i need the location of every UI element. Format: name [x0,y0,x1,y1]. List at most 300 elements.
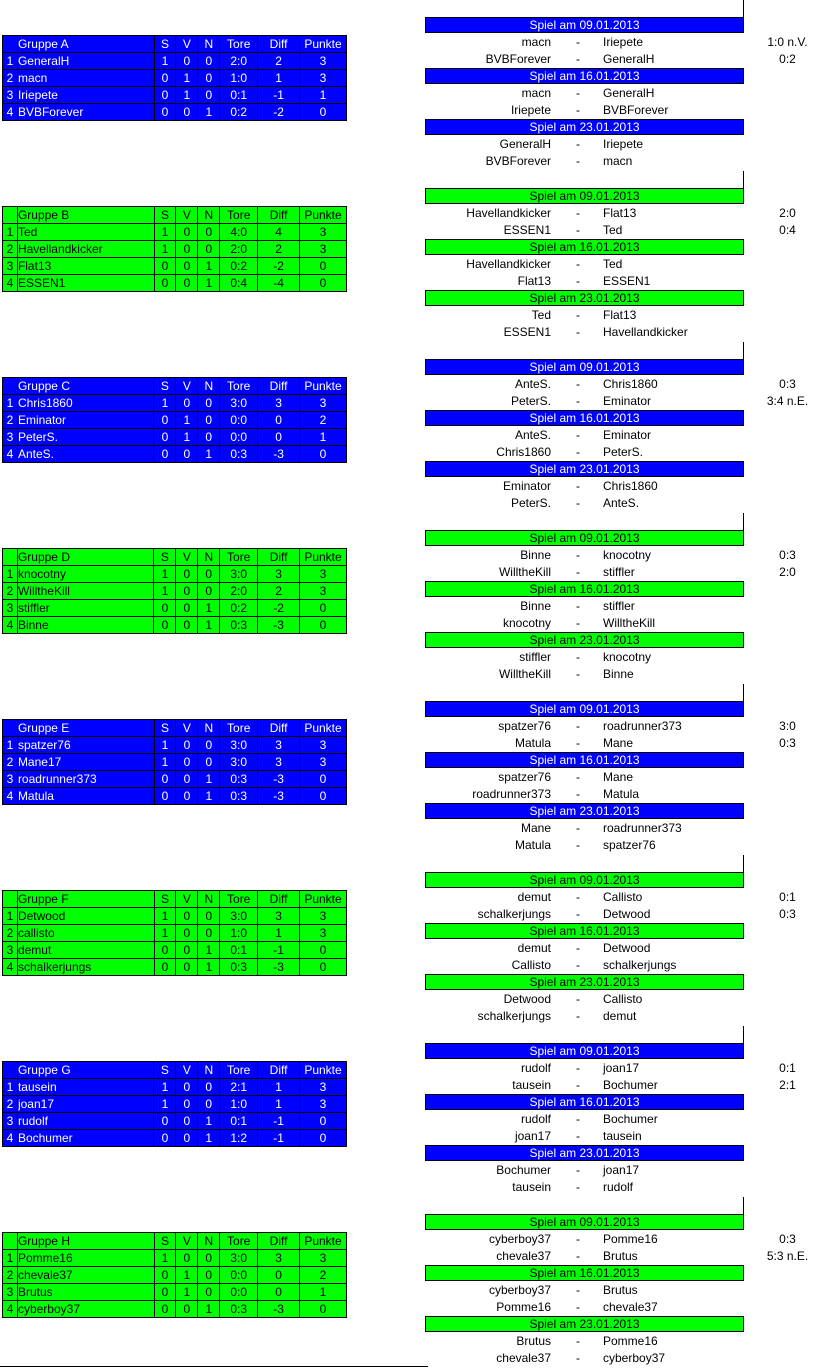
cell-s: 0 [154,70,176,87]
cell-s: 0 [154,771,176,788]
away-team: Mane [603,736,634,750]
standings-row [3,1079,347,1096]
group-separator-line [743,513,744,531]
header-diff: Diff [258,549,300,566]
match-separator: - [576,86,580,100]
standings-row [3,600,347,617]
cell-v: 0 [176,566,198,583]
cell-diff: -2 [258,104,300,121]
group-name: Gruppe B [17,207,154,224]
cell-tore: 0:3 [220,617,258,634]
cell-punkte: 3 [300,583,347,600]
cell-team: Eminator [17,412,154,429]
header-s: S [154,891,176,908]
cell-pos: 4 [3,788,18,805]
matchday-header: Spiel am 09.01.2013 [425,1214,744,1230]
header-tore: Tore [220,378,258,395]
cell-n: 1 [198,104,220,121]
cell-tore: 0:2 [220,104,258,121]
standings-table [2,1232,347,1318]
cell-s: 0 [154,617,176,634]
header-v: V [176,1062,198,1079]
group-block [0,0,825,171]
header-pos [3,891,18,908]
match-row [425,1299,825,1316]
match-separator: - [576,1129,580,1143]
home-team: rudolf [520,1061,551,1075]
home-team: roadrunner373 [472,787,551,801]
away-team: Iriepete [603,137,644,151]
home-team: AnteS. [514,428,551,442]
cell-v: 0 [176,275,198,292]
cell-pos: 4 [3,1301,18,1318]
cell-punkte: 3 [300,1096,347,1113]
cell-diff: -2 [258,258,300,275]
match-separator: - [576,992,580,1006]
cell-pos: 1 [3,53,18,70]
match-result: 3:4 n.E. [766,394,809,408]
home-team: Eminator [502,479,551,493]
away-team: Callisto [603,890,643,904]
header-punkte: Punkte [300,1233,347,1250]
cell-v: 1 [176,1267,198,1284]
cell-diff: -3 [258,1301,300,1318]
away-team: macn [603,154,633,168]
match-separator: - [576,1232,580,1246]
cell-s: 0 [154,412,176,429]
cell-v: 0 [176,1113,198,1130]
match-row [425,649,825,666]
away-team: joan17 [603,1061,640,1075]
away-team: Pomme16 [603,1334,658,1348]
match-row [425,102,825,119]
header-s: S [154,1062,176,1079]
group-name: Gruppe G [17,1062,154,1079]
match-row [425,1333,825,1350]
cell-v: 0 [176,617,198,634]
cell-n: 0 [198,925,220,942]
cell-s: 0 [154,959,176,976]
cell-punkte: 0 [300,788,347,805]
match-row [425,786,825,803]
cell-punkte: 3 [299,908,346,925]
match-row [425,1350,825,1367]
header-punkte: Punkte [300,720,347,737]
match-result: 0:1 [779,890,796,904]
home-team: demut [517,890,551,904]
cell-tore: 0:0 [220,1267,258,1284]
group-separator-line [743,171,744,189]
match-separator: - [576,52,580,66]
cell-punkte: 1 [300,1284,347,1301]
match-row [425,376,825,393]
match-separator: - [576,787,580,801]
cell-tore: 3:0 [220,754,258,771]
cell-tore: 1:0 [220,925,258,942]
home-team: joan17 [514,1129,551,1143]
away-team: tausein [603,1129,642,1143]
match-row [425,34,825,51]
cell-diff: 0 [258,1267,300,1284]
header-punkte: Punkte [300,1062,347,1079]
cell-pos: 2 [3,1267,18,1284]
cell-team: demut [17,942,154,959]
match-row [425,1008,825,1025]
match-result: 5:3 n.E. [766,1249,809,1263]
away-team: Detwood [603,907,651,921]
group-block [0,855,825,1026]
match-row [425,615,825,632]
cell-team: schalkerjungs [17,959,154,976]
cell-diff: 3 [258,1250,300,1267]
header-s: S [154,549,176,566]
match-row [425,1179,825,1196]
cell-v: 0 [176,1079,198,1096]
standings-table [2,548,347,634]
cell-diff: 1 [258,1096,300,1113]
cell-s: 1 [154,395,176,412]
match-row [425,1128,825,1145]
cell-pos: 1 [3,1250,18,1267]
header-tore: Tore [220,549,258,566]
away-team: stiffler [603,599,635,613]
match-separator: - [576,1112,580,1126]
cell-s: 0 [154,600,176,617]
match-row [425,1282,825,1299]
cell-n: 0 [198,566,220,583]
match-separator: - [576,445,580,459]
group-separator-line [743,0,744,18]
cell-n: 1 [198,1301,220,1318]
match-separator: - [576,1061,580,1075]
match-separator: - [576,565,580,579]
away-team: GeneralH [603,52,655,66]
standings-table [2,206,347,292]
away-team: joan17 [603,1163,640,1177]
cell-diff: 0 [258,1284,300,1301]
group-separator-line [743,684,744,702]
header-diff: Diff [258,720,300,737]
header-v: V [176,378,198,395]
cell-diff: 0 [258,429,300,446]
away-team: Pomme16 [603,1232,658,1246]
match-separator: - [576,428,580,442]
cell-team: Binne [17,617,154,634]
cell-n: 0 [198,1096,220,1113]
match-row [425,1231,825,1248]
cell-punkte: 0 [300,1113,347,1130]
home-team: demut [517,941,551,955]
cell-n: 1 [198,600,220,617]
group-separator-line [743,1026,744,1044]
cell-team: ESSEN1 [17,275,154,292]
standings-row [3,1250,347,1267]
cell-team: Flat13 [17,258,154,275]
away-team: ESSEN1 [603,274,651,288]
cell-team: rudolf [17,1113,154,1130]
cell-s: 1 [154,737,176,754]
standings-row [3,412,347,429]
cell-tore: 2:0 [220,583,258,600]
match-result: 0:4 [779,223,796,237]
cell-s: 0 [154,429,176,446]
standings-row [3,1113,347,1130]
cell-pos: 1 [3,737,18,754]
home-team: Pomme16 [496,1300,551,1314]
cell-n: 1 [198,1113,220,1130]
home-team: macn [521,86,551,100]
cell-team: PeterS. [17,429,154,446]
home-team: schalkerjungs [477,1009,551,1023]
home-team: AnteS. [514,377,551,391]
cell-n: 0 [198,583,220,600]
away-team: rudolf [603,1180,634,1194]
match-row [425,273,825,290]
cell-team: joan17 [17,1096,154,1113]
match-row [425,256,825,273]
cell-v: 0 [176,258,198,275]
header-n: N [198,1233,220,1250]
cell-s: 0 [154,87,176,104]
away-team: PeterS. [603,445,644,459]
away-team: Brutus [603,1283,638,1297]
away-team: spatzer76 [603,838,656,852]
cell-s: 1 [154,908,176,925]
standings-header-row [3,891,347,908]
cell-n: 0 [198,53,220,70]
cell-team: stiffler [17,600,154,617]
header-pos [3,207,18,224]
cell-pos: 1 [3,224,18,241]
cell-v: 0 [176,1096,198,1113]
group-name: Gruppe D [17,549,154,566]
group-separator-line [743,342,744,360]
cell-v: 0 [176,754,198,771]
standings-row [3,771,347,788]
cell-team: Ted [17,224,154,241]
match-separator: - [576,1180,580,1194]
cell-team: GeneralH [17,53,154,70]
group-block [0,342,825,513]
match-separator: - [576,667,580,681]
header-s: S [154,378,176,395]
cell-pos: 3 [3,429,18,446]
match-row [425,940,825,957]
match-separator: - [576,838,580,852]
cell-v: 0 [176,53,198,70]
away-team: Ted [603,257,623,271]
header-s: S [154,207,176,224]
cell-s: 0 [154,275,176,292]
cell-diff: -1 [258,1130,300,1147]
matchday-header: Spiel am 09.01.2013 [425,1043,744,1059]
cell-diff: -1 [258,1113,300,1130]
matchday-header: Spiel am 16.01.2013 [425,581,744,597]
cell-team: AnteS. [17,446,154,463]
cell-pos: 3 [3,600,18,617]
match-separator: - [576,496,580,510]
cell-tore: 3:0 [220,1250,258,1267]
cell-team: knocotny [17,566,154,583]
cell-v: 0 [176,908,198,925]
matchday-header: Spiel am 16.01.2013 [425,1265,744,1281]
cell-pos: 2 [3,754,18,771]
cell-s: 1 [154,224,176,241]
match-result: 0:2 [779,52,796,66]
match-separator: - [576,377,580,391]
match-row [425,478,825,495]
cell-v: 0 [176,224,198,241]
standings-row [3,1284,347,1301]
match-row [425,820,825,837]
cell-pos: 2 [3,583,18,600]
cell-pos: 1 [3,908,18,925]
header-pos [3,378,18,395]
header-diff: Diff [258,891,300,908]
cell-diff: -3 [258,446,300,463]
home-team: cyberboy37 [488,1283,551,1297]
cell-diff: -3 [258,771,300,788]
away-team: knocotny [603,548,652,562]
match-row [425,222,825,239]
match-separator: - [576,325,580,339]
cell-n: 0 [198,1284,220,1301]
home-team: rudolf [520,1112,551,1126]
cell-punkte: 3 [300,737,347,754]
cell-v: 1 [176,87,198,104]
header-tore: Tore [220,1062,258,1079]
home-team: schalkerjungs [477,907,551,921]
cell-tore: 0:0 [220,429,258,446]
standings-header-row [3,378,347,395]
home-team: ESSEN1 [503,325,551,339]
cell-n: 0 [198,87,220,104]
cell-team: roadrunner373 [17,771,154,788]
matchday-header: Spiel am 16.01.2013 [425,752,744,768]
home-team: tausein [512,1078,551,1092]
header-v: V [176,1233,198,1250]
home-team: Havellandkicker [466,206,551,220]
home-team: Matula [514,838,551,852]
cell-pos: 1 [3,1079,18,1096]
cell-s: 1 [154,241,176,258]
cell-diff: 3 [258,737,300,754]
cell-n: 1 [198,942,220,959]
cell-v: 0 [176,395,198,412]
header-punkte: Punkte [300,549,347,566]
match-result: 0:3 [779,548,796,562]
cell-n: 1 [198,1130,220,1147]
cell-pos: 1 [3,395,18,412]
cell-v: 0 [176,241,198,258]
cell-punkte: 0 [300,771,347,788]
cell-n: 1 [198,275,220,292]
away-team: Flat13 [603,308,637,322]
cell-diff: 2 [258,583,300,600]
match-row [425,735,825,752]
cell-s: 1 [154,754,176,771]
cell-punkte: 3 [299,925,346,942]
matchday-header: Spiel am 23.01.2013 [425,461,744,477]
away-team: demut [603,1009,637,1023]
header-punkte: Punkte [299,891,346,908]
cell-s: 0 [154,942,176,959]
cell-tore: 1:0 [220,70,258,87]
group-name: Gruppe C [17,378,154,395]
cell-diff: -3 [258,959,300,976]
match-separator: - [576,223,580,237]
cell-v: 0 [176,104,198,121]
away-team: Eminator [603,394,652,408]
cell-tore: 0:0 [220,1284,258,1301]
cell-tore: 0:3 [220,788,258,805]
match-separator: - [576,1351,580,1365]
standings-header-row [3,1233,347,1250]
match-row [425,889,825,906]
away-team: Eminator [603,428,652,442]
cell-n: 0 [198,1250,220,1267]
cell-n: 0 [198,737,220,754]
cell-punkte: 3 [300,224,347,241]
cell-n: 0 [198,241,220,258]
cell-tore: 1:0 [220,1096,258,1113]
home-team: knocotny [502,616,551,630]
home-team: Mane [520,821,551,835]
match-separator: - [576,103,580,117]
match-result: 1:0 n.V. [767,35,808,49]
cell-n: 0 [198,1267,220,1284]
match-separator: - [576,890,580,904]
match-separator: - [576,650,580,664]
match-separator: - [576,35,580,49]
header-n: N [198,36,220,53]
cell-pos: 4 [3,617,18,634]
home-team: Callisto [511,958,551,972]
matchday-header: Spiel am 23.01.2013 [425,119,744,135]
away-team: Detwood [603,941,651,955]
standings-row [3,53,347,70]
match-separator: - [576,1283,580,1297]
cell-punkte: 0 [299,942,346,959]
match-row [425,547,825,564]
cell-team: chevale37 [17,1267,154,1284]
cell-v: 0 [176,925,198,942]
cell-v: 0 [176,771,198,788]
cell-n: 1 [198,258,220,275]
standings-table [2,377,347,463]
home-team: Matula [514,736,551,750]
match-row [425,307,825,324]
cell-team: Brutus [17,1284,154,1301]
header-tore: Tore [220,36,258,53]
away-team: cyberboy37 [603,1351,666,1365]
header-punkte: Punkte [300,36,347,53]
cell-tore: 3:0 [220,395,258,412]
match-row [425,1248,825,1265]
cell-v: 0 [176,1301,198,1318]
header-tore: Tore [220,207,258,224]
cell-punkte: 3 [300,1079,347,1096]
match-separator: - [576,308,580,322]
cell-punkte: 0 [299,959,346,976]
group-name: Gruppe H [17,1233,154,1250]
standings-row [3,104,347,121]
cell-tore: 0:1 [220,87,258,104]
standings-table [2,1061,347,1147]
standings-row [3,446,347,463]
matchday-header: Spiel am 09.01.2013 [425,17,744,33]
cell-tore: 2:0 [220,241,258,258]
